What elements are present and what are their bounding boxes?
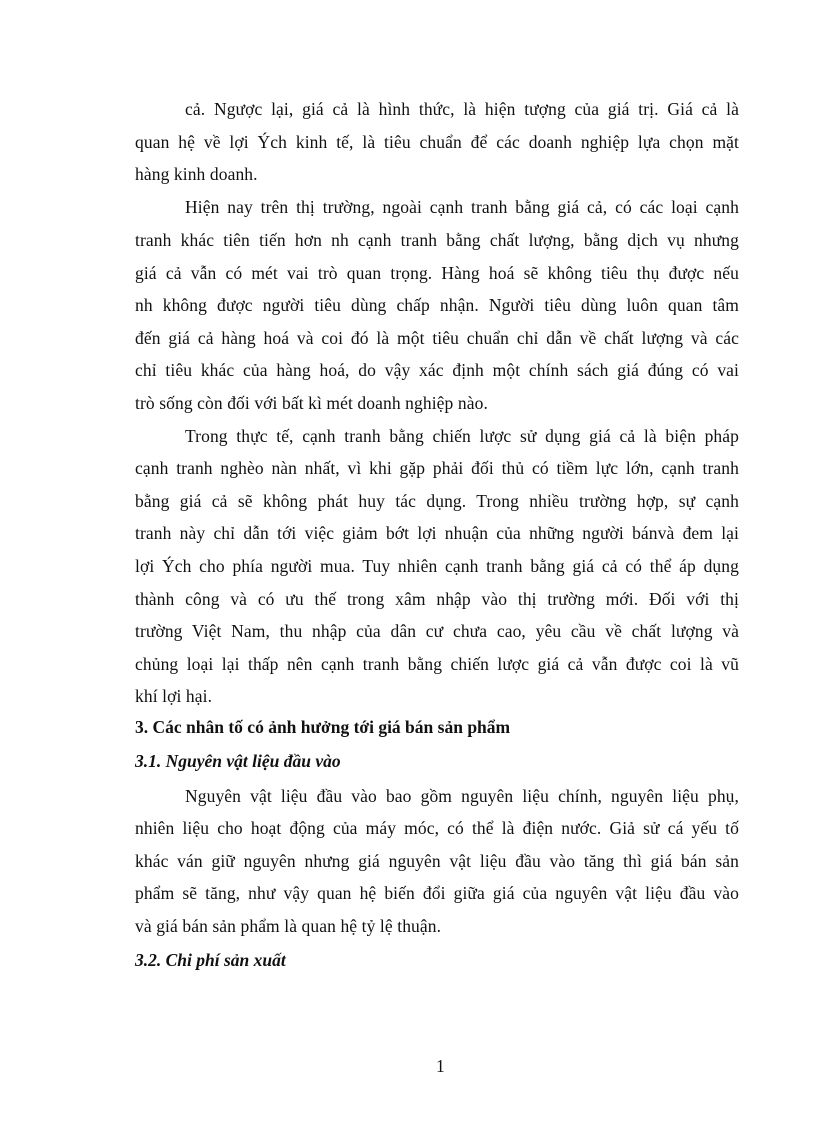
paragraph-line: trường Việt Nam, thu nhập của dân cư chưa cao, yêu cầu về chất lượng và	[135, 621, 739, 641]
paragraph-line: trò sống còn đối với bất kì mét doanh nghiệp nào.	[135, 393, 488, 413]
paragraph-line: hàng kinh doanh.	[135, 164, 258, 184]
paragraph-line: lợi Ých cho phía người mua. Tuy nhiên cạnh tranh bằng giá cả có thể áp dụng	[135, 556, 739, 576]
subsection-heading: 3.1. Nguyên vật liệu đầu vào	[135, 751, 341, 771]
paragraph-line: tranh khác tiên tiến hơn nh cạnh tranh bằng chất lượng, bằng dịch vụ nhưng	[135, 230, 739, 250]
paragraph-line: thành công và có ưu thế trong xâm nhập vào thị trường mới. Đối với thị	[135, 589, 739, 609]
paragraph-line: chỉ tiêu khác của hàng hoá, do vậy xác định một chính sách giá đúng có vai	[135, 360, 739, 380]
paragraph-line: Nguyên vật liệu đầu vào bao gồm nguyên liệu chính, nguyên liệu phụ,	[185, 786, 739, 806]
paragraph-line: nh không được người tiêu dùng chấp nhận. Người tiêu dùng luôn quan tâm	[135, 295, 739, 315]
paragraph-line: phẩm sẽ tăng, như vậy quan hệ biến đổi giữa giá của nguyên vật liệu đầu vào	[135, 883, 739, 903]
section-heading: 3. Các nhân tố có ảnh hưởng tới giá bán sản phẩm	[135, 717, 511, 737]
paragraph-line: giá cả vẫn có mét vai trò quan trọng. Hàng hoá sẽ không tiêu thụ được nếu	[135, 263, 739, 283]
paragraph-line: tranh này chỉ dẫn tới việc giảm bớt lợi nhuận của những người bánvà đem lại	[135, 523, 739, 543]
paragraph-line: bằng giá cả sẽ không phát huy tác dụng. Trong nhiều trường hợp, sự cạnh	[135, 491, 739, 511]
paragraph-line: khác ván giữ nguyên nhưng giá nguyên vật liệu đầu vào tăng thì giá bán sản	[135, 851, 739, 871]
paragraph-line: cạnh tranh nghèo nàn nhất, vì khi gặp phải đối thủ có tiềm lực lớn, cạnh tranh	[135, 458, 739, 478]
page-number: 1	[436, 1056, 445, 1076]
paragraph-line: đến giá cả hàng hoá và coi đó là một tiêu chuẩn chỉ dẫn về chất lượng và các	[135, 328, 739, 348]
subsection-heading: 3.2. Chi phí sản xuất	[135, 950, 286, 970]
paragraph-line: và giá bán sản phẩm là quan hệ tỷ lệ thuận.	[135, 916, 442, 936]
paragraph-line: Hiện nay trên thị trường, ngoài cạnh tranh bằng giá cả, có các loại cạnh	[185, 197, 739, 217]
paragraph-line: cả. Ngược lại, giá cả là hình thức, là hiện tượng của giá trị. Giá cả là	[185, 99, 739, 119]
paragraph-line: nhiên liệu cho hoạt động của máy móc, có thể là điện nước. Giả sử cá yếu tố	[135, 818, 739, 838]
paragraph-line: chủng loại lại thấp nên cạnh tranh bằng chiến lược giá cả vẫn được coi là vũ	[135, 654, 739, 674]
paragraph-line: quan hệ về lợi Ých kinh tế, là tiêu chuẩn để các doanh nghiệp lựa chọn mặt	[135, 132, 739, 152]
paragraph-line: Trong thực tế, cạnh tranh bằng chiến lược sử dụng giá cả là biện pháp	[185, 426, 739, 446]
paragraph-line: khí lợi hại.	[135, 686, 213, 706]
